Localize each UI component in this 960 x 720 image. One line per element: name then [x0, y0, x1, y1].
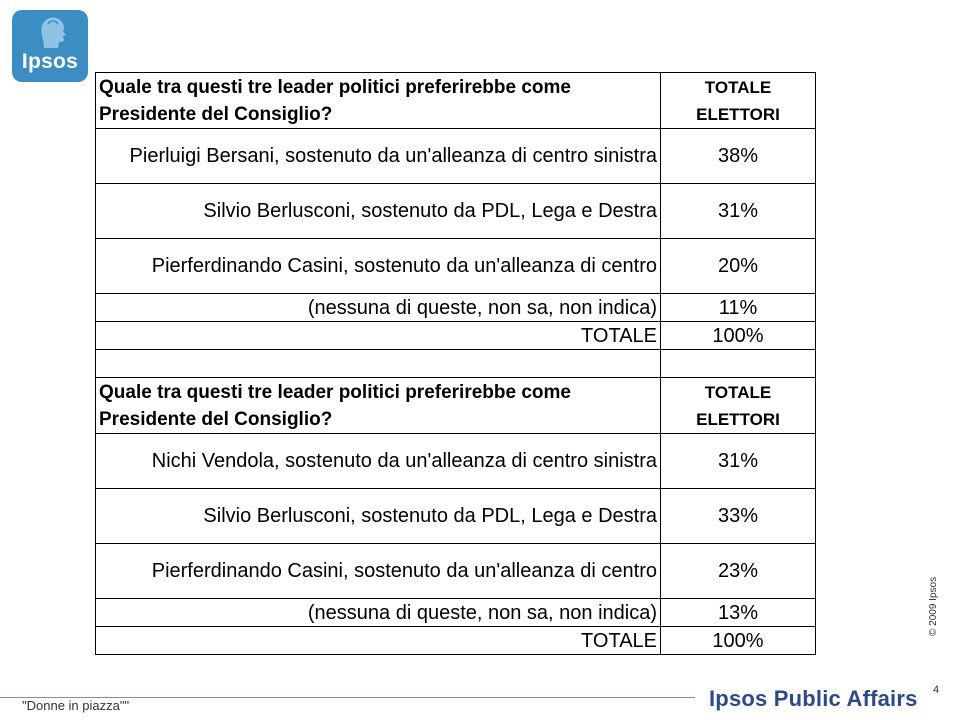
copyright-text: © 2009 Ipsos — [928, 576, 939, 636]
table-row — [96, 599, 816, 627]
option-label: Pierferdinando Casini, sostenuto da un'alleanza di centro — [96, 239, 661, 294]
table-header-row — [96, 378, 816, 434]
spacer-cell — [661, 350, 816, 378]
ipsos-logo — [12, 10, 88, 82]
total-value: 100% — [661, 322, 816, 350]
total-row — [96, 627, 816, 655]
option-value: 31% — [661, 184, 816, 239]
table-header-row — [96, 73, 816, 129]
column-header-cell: TOTALE ELETTORI — [661, 378, 816, 434]
total-label: TOTALE — [96, 322, 661, 350]
brand-name: Ipsos Public Affairs — [709, 686, 918, 711]
spacer-cell — [96, 350, 661, 378]
option-label: (nessuna di queste, non sa, non indica) — [96, 294, 661, 322]
total-row — [96, 322, 816, 350]
option-label: Silvio Berlusconi, sostenuto da PDL, Lega e Destra — [96, 184, 661, 239]
footer-title: "Donne in piazza"" — [22, 698, 130, 713]
option-value: 20% — [661, 239, 816, 294]
spacer-row — [96, 350, 816, 378]
question-cell: Quale tra questi tre leader politici preferirebbe come Presidente del Consiglio? — [96, 73, 661, 129]
option-label: Nichi Vendola, sostenuto da un'alleanza di centro sinistra — [96, 434, 661, 489]
table-row — [96, 129, 816, 184]
page-number: 4 — [933, 684, 940, 696]
table-row — [96, 239, 816, 294]
option-label: Pierferdinando Casini, sostenuto da un'alleanza di centro — [96, 544, 661, 599]
table-row — [96, 184, 816, 239]
survey-table — [95, 72, 816, 655]
table-row — [96, 489, 816, 544]
column-header-cell: TOTALE ELETTORI — [661, 73, 816, 129]
table-row — [96, 434, 816, 489]
option-value: 31% — [661, 434, 816, 489]
question-cell: Quale tra questi tre leader politici preferirebbe come Presidente del Consiglio? — [96, 378, 661, 434]
option-value: 23% — [661, 544, 816, 599]
option-value: 13% — [661, 599, 816, 627]
option-value: 38% — [661, 129, 816, 184]
profile-head-icon — [34, 14, 70, 50]
table-row — [96, 544, 816, 599]
total-value: 100% — [661, 627, 816, 655]
logo-text: Ipsos — [21, 50, 79, 73]
option-label: Pierluigi Bersani, sostenuto da un'alleanza di centro sinistra — [96, 129, 661, 184]
option-value: 11% — [661, 294, 816, 322]
option-value: 33% — [661, 489, 816, 544]
option-label: (nessuna di queste, non sa, non indica) — [96, 599, 661, 627]
option-label: Silvio Berlusconi, sostenuto da PDL, Lega e Destra — [96, 489, 661, 544]
total-label: TOTALE — [96, 627, 661, 655]
table-row — [96, 294, 816, 322]
